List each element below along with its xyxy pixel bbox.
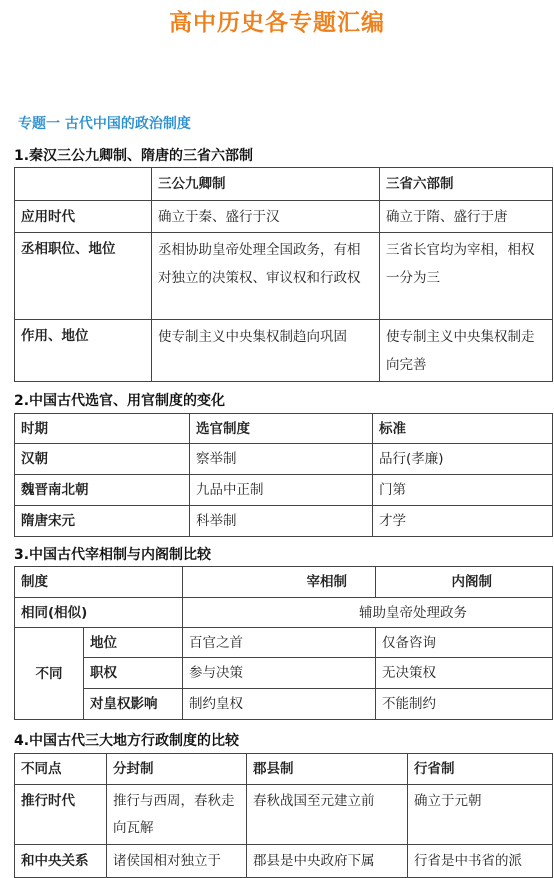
table-cell: 丞相协助皇帝处理全国政务，有相对独立的决策权、审议权和行政权: [152, 233, 380, 320]
table-header-cell: 行省制: [408, 754, 553, 785]
table-row: [15, 201, 553, 233]
table-cell: 才学: [373, 506, 553, 537]
table-cell: 科举制: [190, 506, 373, 537]
table-header-cell: 三省六部制: [380, 168, 553, 201]
row-label: 汉朝: [15, 444, 190, 475]
table-row: [15, 689, 553, 720]
table-cell: 百官之首: [183, 628, 376, 658]
row-label: 对皇权影响: [84, 689, 183, 720]
table-header-cell: 三公九卿制: [152, 168, 380, 201]
topic-heading: 专题一 古代中国的政治制度: [18, 116, 191, 132]
table-row: [15, 658, 553, 689]
table-cell: 制约皇权: [183, 689, 376, 720]
table-cell: 确立于隋、盛行于唐: [380, 201, 553, 233]
row-label: 魏晋南北朝: [15, 475, 190, 506]
table-row: [15, 320, 553, 382]
table-cell: 三省长官均为宰相，相权一分为三: [380, 233, 553, 320]
table-cell: 参与决策: [183, 658, 376, 689]
table-row: [15, 414, 553, 444]
table-4: [14, 753, 553, 878]
row-label: 地位: [84, 628, 183, 658]
table-cell: 仅备咨询: [376, 628, 553, 658]
row-label: 应用时代: [15, 201, 152, 233]
row-label: 不同: [15, 628, 84, 720]
row-label: 隋唐宋元: [15, 506, 190, 537]
table-cell: 确立于元朝: [408, 785, 553, 845]
table-cell: 品行(孝廉): [373, 444, 553, 475]
section-3-heading: 3.中国古代宰相制与内阁制比较: [14, 547, 212, 563]
table-row: [15, 567, 553, 598]
table-cell: 使专制主义中央集权制趋向巩固: [152, 320, 380, 382]
table-header-cell: 内阁制: [376, 567, 553, 598]
table-cell: 春秋战国至元建立前: [247, 785, 408, 845]
table-1: [14, 167, 553, 382]
table-row: [15, 506, 553, 537]
table-cell: 九品中正制: [190, 475, 373, 506]
table-cell: 诸侯国相对独立于: [107, 845, 247, 878]
table-row: [15, 168, 553, 201]
table-header-cell: 分封制: [107, 754, 247, 785]
section-4-heading: 4.中国古代三大地方行政制度的比较: [14, 733, 240, 749]
table-row: [15, 754, 553, 785]
table-header-cell: 不同点: [15, 754, 107, 785]
row-label: 丞相职位、地位: [15, 233, 152, 320]
table-header-cell: 选官制度: [190, 414, 373, 444]
table-2: [14, 413, 553, 537]
table-cell: 辅助皇帝处理政务: [183, 598, 553, 628]
table-row: [15, 475, 553, 506]
table-cell: 察举制: [190, 444, 373, 475]
page-title: 高中历史各专题汇编: [169, 10, 385, 36]
table-row: [15, 628, 553, 658]
table-row: [15, 444, 553, 475]
table-header-cell: 郡县制: [247, 754, 408, 785]
table-cell: 不能制约: [376, 689, 553, 720]
row-label: 相同(相似): [15, 598, 183, 628]
table-header-cell: 宰相制: [183, 567, 376, 598]
table-cell: 无决策权: [376, 658, 553, 689]
table-cell: 确立于秦、盛行于汉: [152, 201, 380, 233]
section-1-heading: 1.秦汉三公九卿制、隋唐的三省六部制: [14, 148, 254, 164]
table-header-cell: 时期: [15, 414, 190, 444]
table-row: [15, 598, 553, 628]
table-row: [15, 785, 553, 845]
table-cell: 推行与西周，春秋走向瓦解: [107, 785, 247, 845]
table-row: [15, 845, 553, 878]
table-header-cell: [15, 168, 152, 201]
row-label: 作用、地位: [15, 320, 152, 382]
row-label: 推行时代: [15, 785, 107, 845]
table-cell: 门第: [373, 475, 553, 506]
table-header-cell: 制度: [15, 567, 183, 598]
table-cell: 郡县是中央政府下属: [247, 845, 408, 878]
row-label: 和中央关系: [15, 845, 107, 878]
table-3: [14, 566, 553, 720]
table-cell: 使专制主义中央集权制走向完善: [380, 320, 553, 382]
table-row: [15, 233, 553, 320]
section-2-heading: 2.中国古代选官、用官制度的变化: [14, 393, 226, 409]
row-label: 职权: [84, 658, 183, 689]
table-cell: 行省是中书省的派: [408, 845, 553, 878]
table-header-cell: 标准: [373, 414, 553, 444]
